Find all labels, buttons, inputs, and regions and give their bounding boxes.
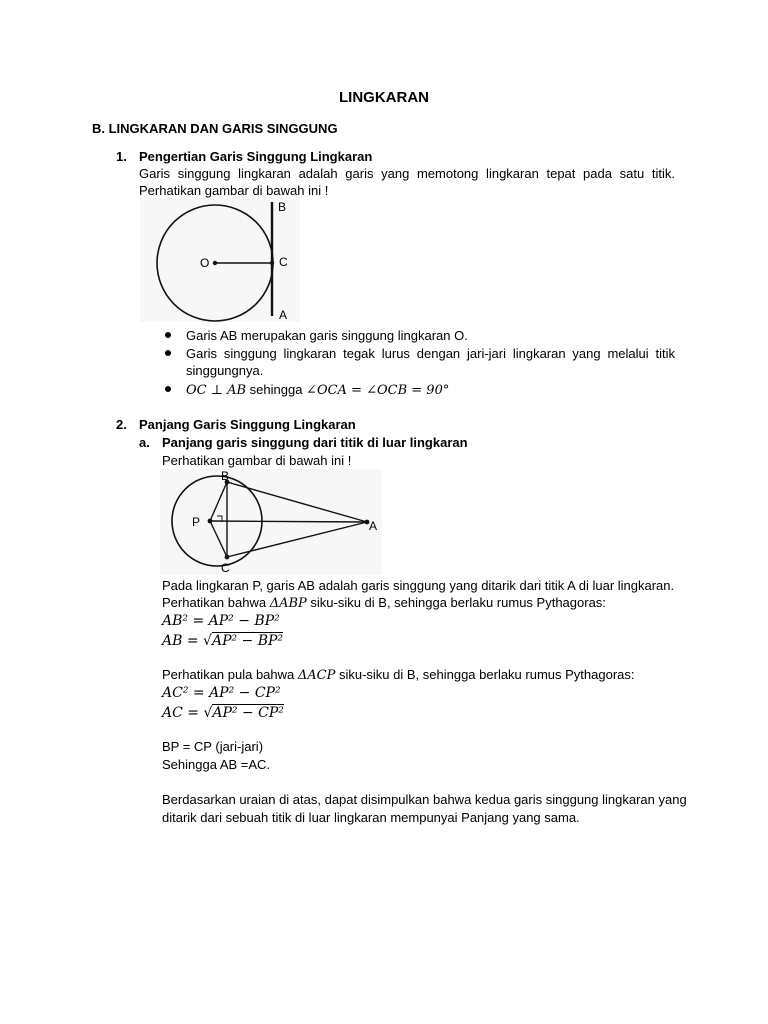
subitem-a-letter: a. bbox=[139, 435, 150, 450]
label-b: B bbox=[221, 469, 230, 483]
triangle-abp: ΔABP bbox=[269, 596, 307, 611]
bullet3-math-angles: ∠OCA = ∠OCB = 90° bbox=[306, 383, 450, 398]
tangent-circle-figure bbox=[140, 198, 300, 322]
equation-ac-squared: AC² = AP² − CP² bbox=[162, 685, 281, 701]
bullet-text-2-cont: singgungnya. bbox=[186, 363, 264, 378]
label-a: A bbox=[369, 519, 378, 533]
item1-paragraph-line1: Garis singgung lingkaran adalah garis yang memotong lingkaran tepat pada satu titik. bbox=[139, 166, 675, 181]
two-tangents-figure bbox=[160, 469, 382, 575]
item2-number: 2. bbox=[116, 417, 127, 432]
item1-heading: Pengertian Garis Singgung Lingkaran bbox=[139, 149, 373, 164]
bullet-marker bbox=[165, 386, 171, 392]
tangent-ab bbox=[227, 482, 367, 522]
explanation-line-3-pre: Perhatikan pula bahwa bbox=[162, 667, 298, 682]
equation-ab-radicand: AP² − BP² bbox=[211, 633, 284, 649]
bullet3-text: sehingga bbox=[246, 382, 307, 397]
item1-paragraph-line2: Perhatikan gambar di bawah ini ! bbox=[139, 183, 329, 198]
radius-equality-line: BP = CP (jari-jari) bbox=[162, 739, 264, 754]
bullet-marker bbox=[165, 332, 171, 338]
point-o bbox=[213, 261, 217, 265]
summary-line-1: Berdasarkan uraian di atas, dapat disimpulkan bahwa kedua garis singgung lingkaran yang bbox=[162, 792, 687, 807]
bullet3-math-perpendicular: OC ⊥ AB bbox=[186, 383, 247, 398]
label-p: P bbox=[192, 515, 201, 529]
label-b: B bbox=[278, 200, 287, 214]
summary-line-2: ditarik dari sebuah titik di luar lingkaran mempunyai Panjang yang sama. bbox=[162, 810, 580, 825]
section-heading: B. LINGKARAN DAN GARIS SINGGUNG bbox=[92, 121, 338, 136]
radius-pb bbox=[210, 482, 227, 521]
label-c: C bbox=[279, 255, 288, 269]
subitem-a-heading: Panjang garis singgung dari titik di luar lingkaran bbox=[162, 435, 468, 450]
explanation-line-2-post: siku-siku di B, sehingga berlaku rumus Pythagoras: bbox=[306, 595, 606, 610]
explanation-line-1: Pada lingkaran P, garis AB adalah garis singgung yang ditarik dari titik A di luar lingkaran. bbox=[162, 578, 675, 593]
explanation-line-3-post: siku-siku di B, sehingga berlaku rumus Pythagoras: bbox=[335, 667, 635, 682]
equation-ac-lhs: AC = bbox=[162, 705, 204, 721]
radius-pc bbox=[210, 521, 227, 557]
point-c bbox=[270, 261, 274, 265]
item1-number: 1. bbox=[116, 149, 127, 164]
tangent-ac bbox=[227, 522, 367, 557]
bullet-text-3 bbox=[186, 381, 449, 400]
triangle-acp: ΔACP bbox=[297, 668, 336, 683]
label-c: C bbox=[221, 561, 230, 575]
conclusion-ab-ac: Sehingga AB =AC. bbox=[162, 757, 271, 772]
explanation-line-2-pre: Perhatikan bahwa bbox=[162, 595, 270, 610]
right-angle-mark bbox=[217, 516, 222, 521]
equation-ab-squared: AB² = AP² − BP² bbox=[162, 613, 280, 629]
sqrt-symbol: √ bbox=[203, 633, 212, 649]
bullet-text-1: Garis AB merupakan garis singgung lingkaran O. bbox=[186, 328, 468, 343]
equation-ab-root bbox=[162, 631, 283, 651]
bullet-marker bbox=[165, 350, 171, 356]
sqrt-symbol: √ bbox=[203, 705, 213, 721]
bullet-text-2: Garis singgung lingkaran tegak lurus dengan jari-jari lingkaran yang melalui titik bbox=[186, 346, 675, 361]
label-a: A bbox=[279, 308, 288, 322]
point-c bbox=[225, 555, 230, 560]
point-p bbox=[208, 519, 213, 524]
equation-ac-root bbox=[162, 703, 284, 723]
item2-heading: Panjang Garis Singgung Lingkaran bbox=[139, 417, 356, 432]
equation-ab-lhs: AB = bbox=[162, 633, 204, 649]
label-o: O bbox=[200, 256, 210, 270]
segment-pa bbox=[210, 521, 367, 522]
page-title: LINGKARAN bbox=[339, 89, 429, 106]
equation-ac-radicand: AP² − CP² bbox=[212, 705, 284, 721]
subitem-a-intro: Perhatikan gambar di bawah ini ! bbox=[162, 453, 352, 468]
